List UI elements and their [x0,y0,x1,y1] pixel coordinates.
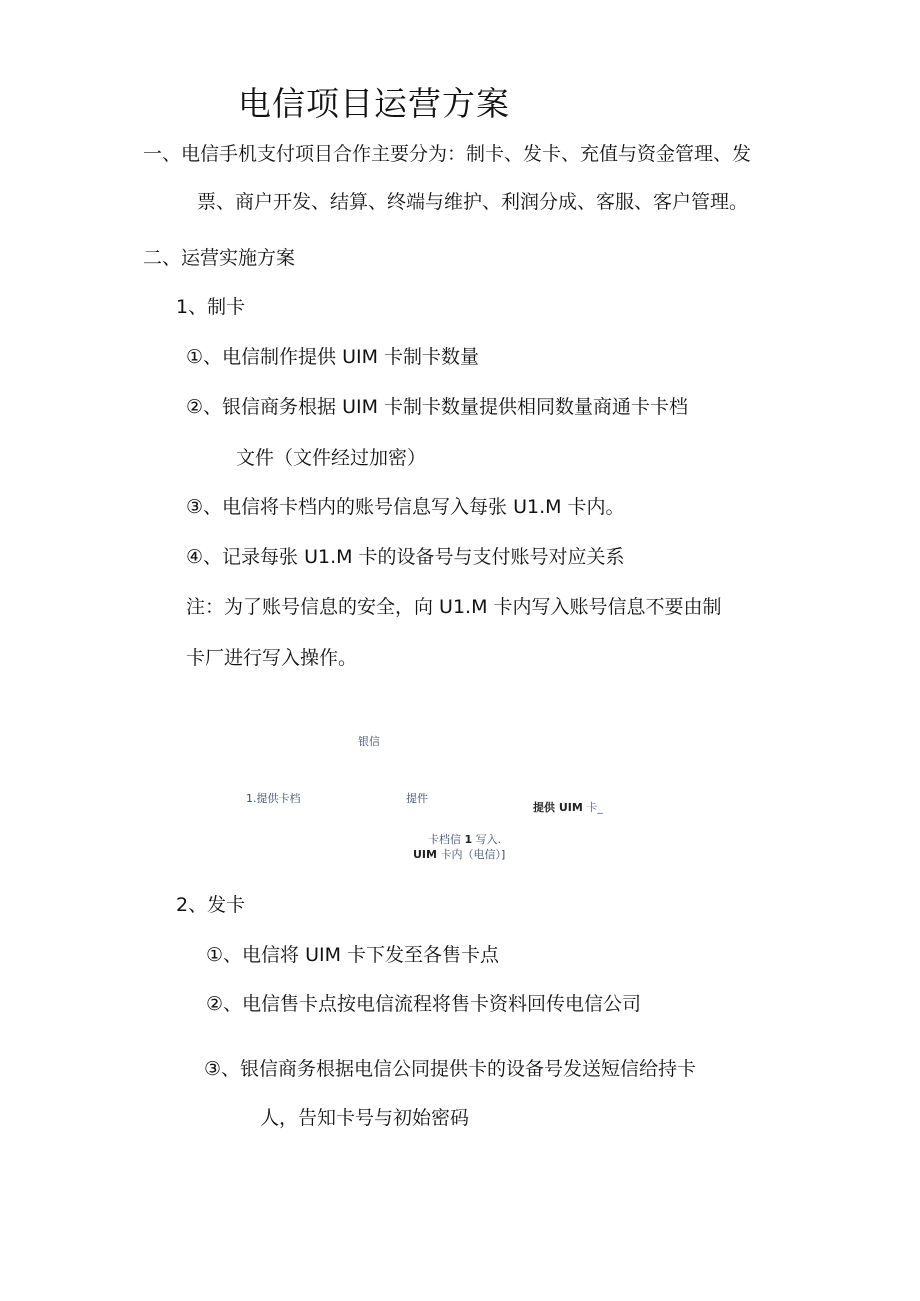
sub1-item2-line2: 文件（文件经过加密） [236,447,427,469]
sub2-item3-line1: ③、银信商务根据电信公同提供卡的设备号发送短信给持卡 [204,1058,697,1080]
section2-heading: 二、运营实施方案 [143,247,296,269]
sub1-item1: ①、电信制作提供 UIM 卡制卡数量 [186,346,480,368]
diagram-label-right-b: 卡_ [586,801,603,814]
sub1-note-line2: 卡厂进行写入操作。 [186,647,358,669]
sub1-item4: ④、记录每张 U1.M 卡的设备号与支付账号对应关系 [186,546,625,568]
diagram-node-top: 银信 [358,735,380,748]
section1-line2: 票、商户开发、结算、终端与维护、利润分成、客服、客户管理。 [197,191,749,213]
diagram-label-mid: 提件 [406,792,428,805]
sub1-note-line1: 注：为了账号信息的安全，向 U1.M 卡内写入账号信息不要由制 [186,596,722,618]
diagram-label-bottom2 [413,848,505,862]
diagram-label-bottom2-a: UIM [413,848,437,861]
sub2-item2: ②、电信售卡点按电信流程将售卡资料回传电信公司 [206,993,642,1015]
diagram-label-left: 1.提供卡档 [246,792,301,805]
diagram-label-bottom1-c: 写入. [475,833,502,846]
page-title: 电信项目运营方案 [238,84,510,123]
diagram-label-bottom1-b: 1 [464,833,473,846]
sub2-heading: 2、发卡 [176,894,246,916]
diagram-label-bottom1-a: 卡档信 [428,833,461,846]
diagram-label-bottom2-b: 卡内（电信）] [440,848,506,861]
sub2-item3-line2: 人，告知卡号与初始密码 [260,1107,470,1129]
sub2-item1: ①、电信将 UIM 卡下发至各售卡点 [206,944,500,966]
sub1-item2-line1: ②、银信商务根据 UIM 卡制卡数量提供相同数量商通卡卡档 [186,396,689,418]
diagram-label-right-a: 提供 UIM [533,801,583,814]
sub1-item3: ③、电信将卡档内的账号信息写入每张 U1.M 卡内。 [186,496,625,518]
sub1-heading: 1、制卡 [176,296,246,318]
diagram-label-bottom1 [428,833,501,847]
section1-line1: 一、电信手机支付项目合作主要分为：制卡、发卡、充值与资金管理、发 [143,143,752,165]
diagram-label-right [533,801,603,815]
